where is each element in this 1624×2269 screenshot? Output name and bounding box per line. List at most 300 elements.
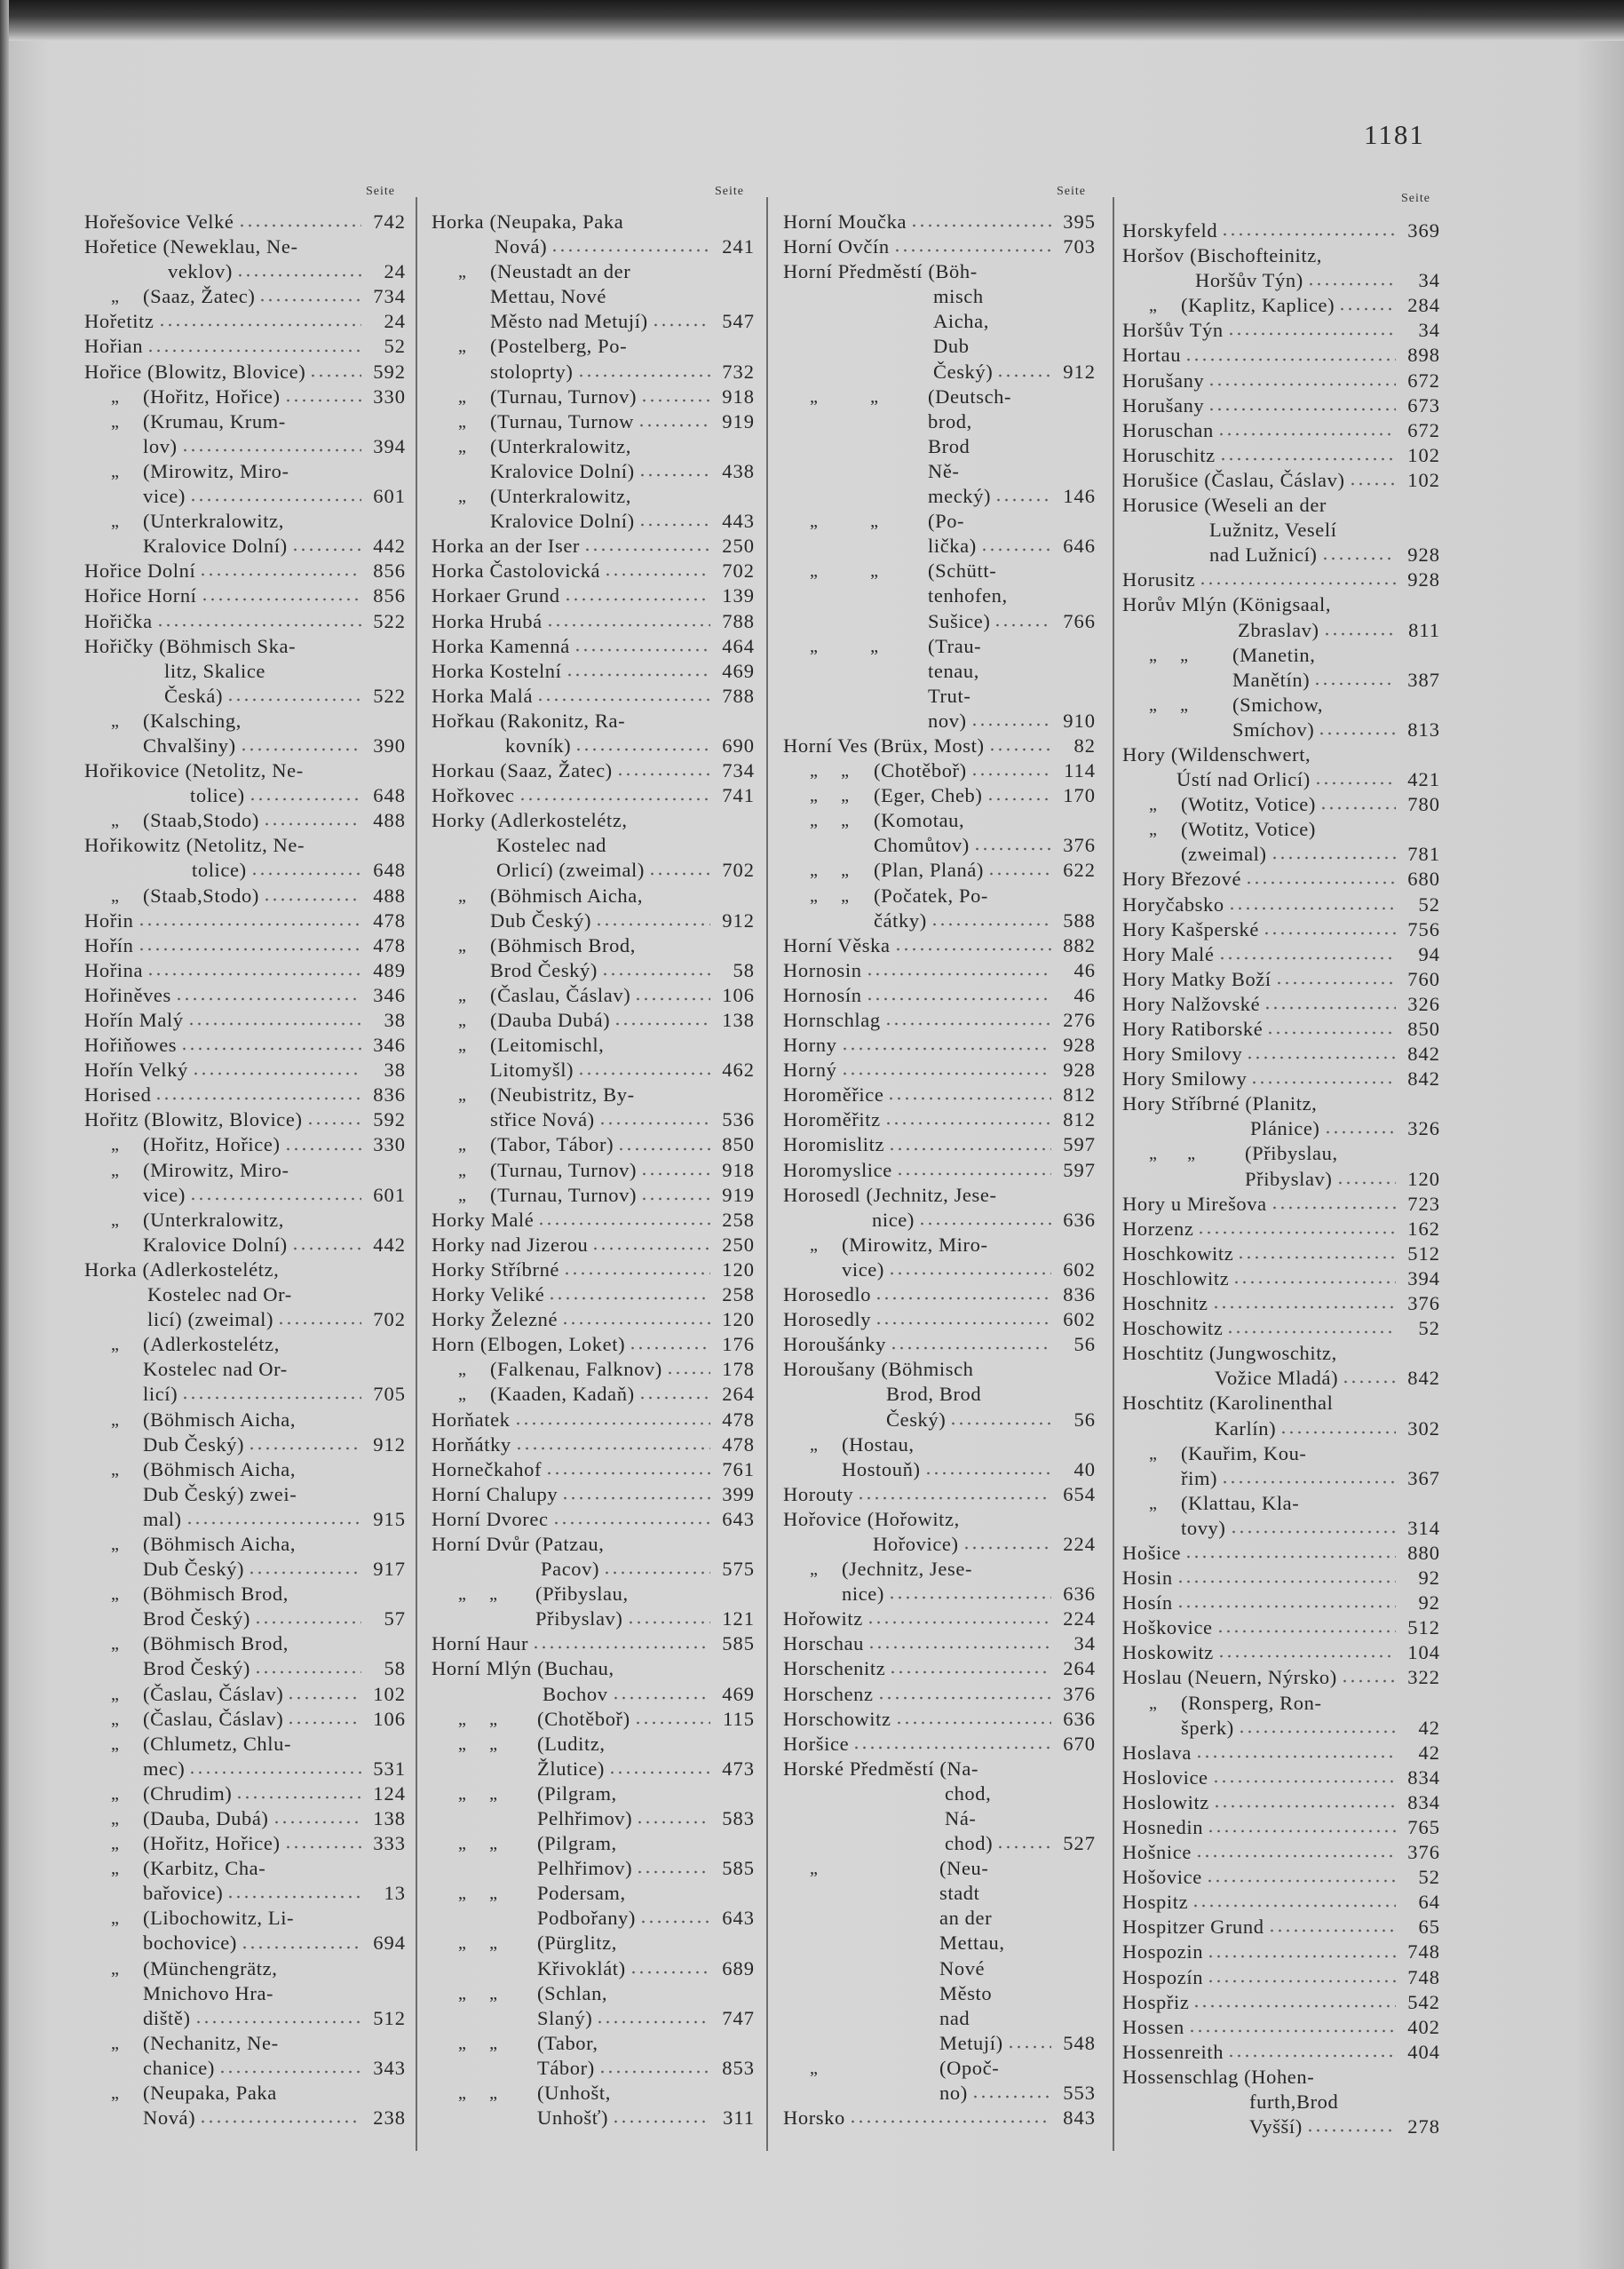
column-divider bbox=[1113, 197, 1114, 2151]
entry-text: litz, Skalice bbox=[164, 659, 266, 682]
ditto-mark: „ bbox=[111, 1534, 120, 1554]
entry-heading-line bbox=[783, 983, 1096, 1008]
dot-leader bbox=[666, 1369, 710, 1377]
index-entry bbox=[432, 1233, 755, 1257]
entry-heading-line bbox=[783, 259, 1096, 284]
entry-heading-line bbox=[84, 385, 406, 409]
entry-heading-line bbox=[783, 1856, 1096, 1881]
entry-heading-line bbox=[432, 609, 755, 634]
entry-heading-line bbox=[1122, 1915, 1440, 1940]
dot-leader bbox=[636, 1818, 710, 1827]
page-reference: 399 bbox=[722, 1482, 755, 1505]
entry-heading-line bbox=[432, 559, 755, 583]
index-entry bbox=[783, 1631, 1096, 1656]
page-reference: 522 bbox=[373, 609, 406, 632]
entry-heading-line bbox=[783, 1682, 1096, 1707]
entry-heading-line bbox=[84, 409, 406, 434]
entry-heading-line bbox=[84, 933, 406, 958]
entry-text: čátky) bbox=[874, 908, 927, 932]
ditto-mark: „ „ bbox=[810, 861, 850, 881]
page-reference: 421 bbox=[1407, 768, 1440, 791]
entry-text: Dub bbox=[933, 335, 970, 358]
page-reference: 115 bbox=[723, 1707, 755, 1730]
entry-text: Horňátky bbox=[432, 1432, 511, 1456]
entry-heading-line bbox=[1122, 468, 1440, 493]
entry-heading-line bbox=[1122, 1441, 1440, 1466]
entry-continuation-line bbox=[783, 1457, 1096, 1482]
entry-heading-line bbox=[1122, 1141, 1440, 1166]
entry-heading-line bbox=[1122, 817, 1440, 842]
entry-continuation-line bbox=[783, 833, 1096, 858]
page-reference: 536 bbox=[722, 1108, 755, 1131]
entry-continuation-line bbox=[1122, 668, 1440, 693]
dot-leader bbox=[867, 1643, 1051, 1652]
entry-text: Vyšší) bbox=[1249, 2115, 1303, 2138]
page-reference: 102 bbox=[1407, 443, 1440, 466]
index-entry bbox=[783, 234, 1096, 259]
entry-continuation-line bbox=[432, 1757, 755, 1781]
page-reference: 478 bbox=[722, 1408, 755, 1431]
dot-leader bbox=[994, 621, 1051, 630]
dot-leader bbox=[1232, 1278, 1396, 1287]
dot-leader bbox=[515, 1444, 710, 1453]
entry-text: Hossenreith bbox=[1122, 2040, 1224, 2063]
entry-text: (Hořitz, Hořice) bbox=[143, 385, 281, 408]
dot-leader bbox=[201, 595, 361, 604]
index-entry bbox=[783, 2106, 1096, 2130]
entry-continuation-line bbox=[1122, 2114, 1440, 2139]
ditto-mark: „ bbox=[458, 262, 467, 282]
page-reference: 522 bbox=[373, 684, 406, 707]
page-reference: 258 bbox=[722, 1283, 755, 1306]
page-reference: 512 bbox=[1407, 1242, 1440, 1265]
entry-text: (Krumau, Krum- bbox=[143, 409, 286, 432]
index-entry bbox=[84, 1831, 406, 1856]
index-entry bbox=[1122, 2040, 1440, 2065]
dot-leader bbox=[158, 321, 361, 329]
page-reference: 65 bbox=[1418, 1916, 1440, 1939]
index-entry bbox=[432, 409, 755, 434]
index-entry bbox=[783, 1607, 1096, 1631]
entry-continuation-line bbox=[84, 1282, 406, 1307]
entry-text: (Chlumetz, Chlu- bbox=[143, 1732, 292, 1755]
index-entry bbox=[84, 360, 406, 385]
index-entry bbox=[1122, 393, 1440, 418]
entry-text: Podersam, bbox=[537, 1882, 626, 1905]
index-entry bbox=[432, 933, 755, 983]
entry-heading-line bbox=[84, 309, 406, 334]
ditto-mark: „ bbox=[111, 1709, 120, 1729]
entry-text: Horný bbox=[783, 1059, 837, 1082]
entry-text: Horšice bbox=[783, 1732, 850, 1755]
entry-text: veklov) bbox=[168, 260, 233, 283]
dot-leader bbox=[241, 1943, 361, 1952]
index-entry bbox=[1122, 1840, 1440, 1865]
dot-leader bbox=[1238, 1727, 1396, 1736]
dot-leader bbox=[1221, 230, 1396, 239]
dot-leader bbox=[189, 1194, 361, 1203]
entry-heading-line bbox=[1122, 1591, 1440, 1615]
entry-text: Hořín Malý bbox=[84, 1009, 184, 1031]
index-entry bbox=[84, 1257, 406, 1332]
index-entry bbox=[1122, 1017, 1440, 1042]
dot-leader bbox=[564, 595, 710, 604]
page-reference: 376 bbox=[1063, 1682, 1096, 1705]
entry-heading-line bbox=[783, 1307, 1096, 1332]
index-entry bbox=[432, 534, 755, 559]
page-reference: 102 bbox=[373, 1682, 406, 1705]
dot-leader bbox=[1318, 729, 1396, 738]
ditto-mark: „ bbox=[458, 1160, 467, 1180]
entry-heading-line bbox=[432, 634, 755, 659]
entry-text: Horní Chalupy bbox=[432, 1482, 558, 1505]
dot-leader bbox=[638, 471, 710, 480]
entry-text: Hořičky (Böhmisch Ska- bbox=[84, 634, 297, 657]
index-entry bbox=[1122, 1067, 1440, 1091]
dot-leader bbox=[1206, 1876, 1396, 1885]
dot-leader bbox=[866, 970, 1051, 979]
entry-heading-line bbox=[1122, 1990, 1440, 2015]
entry-text: Slaný) bbox=[537, 2006, 593, 2029]
entry-heading-line bbox=[783, 808, 1096, 833]
page-reference: 636 bbox=[1063, 1707, 1096, 1730]
entry-heading-line bbox=[84, 210, 406, 234]
entry-heading-line bbox=[432, 808, 755, 833]
index-entry bbox=[1122, 1790, 1440, 1815]
page-reference: 138 bbox=[722, 1009, 755, 1031]
page-reference: 781 bbox=[1407, 843, 1440, 866]
entry-text: Hoschtitz (Karolinenthal bbox=[1122, 1392, 1334, 1415]
page-reference: 856 bbox=[373, 584, 406, 607]
entry-text: (Jechnitz, Jese- bbox=[842, 1558, 973, 1581]
entry-heading-line bbox=[432, 933, 755, 958]
page-reference: 367 bbox=[1407, 1466, 1440, 1489]
index-entry bbox=[84, 409, 406, 459]
entry-heading-line bbox=[783, 1008, 1096, 1033]
entry-text: šperk) bbox=[1181, 1716, 1234, 1739]
entry-text: (Manetin, bbox=[1232, 643, 1316, 666]
index-entry bbox=[84, 933, 406, 958]
entry-heading-line bbox=[1122, 2015, 1440, 2040]
entry-text: Chomůtov) bbox=[874, 834, 970, 857]
index-entry bbox=[432, 1482, 755, 1507]
entry-text: Hořitz (Blowitz, Blovice) bbox=[84, 1108, 303, 1131]
dot-leader bbox=[1279, 1428, 1396, 1437]
ditto-mark: „ „ bbox=[458, 2083, 498, 2104]
entry-heading-line bbox=[783, 1033, 1096, 1058]
index-entry bbox=[84, 1732, 406, 1781]
dot-leader bbox=[1197, 1228, 1396, 1237]
page-reference: 748 bbox=[1407, 1940, 1440, 1964]
entry-heading-line bbox=[1122, 1691, 1440, 1716]
entry-continuation-line bbox=[432, 1607, 755, 1631]
index-entry bbox=[783, 933, 1096, 958]
ditto-mark: „ bbox=[458, 1185, 467, 1205]
entry-continuation-line bbox=[432, 2106, 755, 2130]
entry-heading-line bbox=[1122, 1341, 1440, 1366]
entry-continuation-line bbox=[432, 2056, 755, 2081]
entry-heading-line bbox=[84, 808, 406, 833]
entry-text: Žlutice) bbox=[537, 1757, 606, 1780]
entry-text: Horuschitz bbox=[1122, 443, 1216, 466]
page-reference: 24 bbox=[384, 260, 406, 283]
dot-leader bbox=[263, 820, 361, 829]
entry-heading-line bbox=[432, 385, 755, 409]
index-entry bbox=[84, 1457, 406, 1532]
entry-text: furth,Brod bbox=[1249, 2090, 1339, 2114]
page-reference: 732 bbox=[722, 360, 755, 383]
entry-text: Nová) bbox=[495, 235, 548, 258]
dot-leader bbox=[638, 421, 710, 430]
index-entry bbox=[84, 1083, 406, 1107]
page-reference: 547 bbox=[722, 310, 755, 333]
entry-text: Hořešovice Velké bbox=[84, 210, 234, 233]
dot-leader bbox=[1213, 1802, 1396, 1811]
seite-label-col2: Seite bbox=[715, 185, 744, 198]
index-entry bbox=[1122, 1965, 1440, 1990]
entry-continuation-line bbox=[1122, 1416, 1440, 1441]
dot-leader bbox=[596, 2018, 710, 2027]
page-reference: 690 bbox=[722, 734, 755, 757]
index-entry bbox=[1122, 817, 1440, 867]
page-reference: 464 bbox=[722, 634, 755, 657]
index-entry bbox=[783, 1482, 1096, 1507]
ditto-mark: „ bbox=[458, 1384, 467, 1405]
entry-text: (Kauřim, Kou- bbox=[1181, 1441, 1307, 1464]
entry-heading-line bbox=[783, 1656, 1096, 1681]
page-reference: 636 bbox=[1063, 1208, 1096, 1231]
index-entry bbox=[1122, 1391, 1440, 1440]
dot-leader bbox=[627, 1618, 711, 1627]
index-entry bbox=[783, 1707, 1096, 1732]
entry-heading-line bbox=[783, 758, 1096, 783]
index-entry bbox=[432, 1981, 755, 2031]
page-reference: 94 bbox=[1418, 942, 1440, 965]
entry-heading-line bbox=[432, 1457, 755, 1482]
entry-text: (Časlau, Čáslav) bbox=[143, 1707, 284, 1730]
entry-heading-line bbox=[1122, 792, 1440, 817]
entry-text: střice Nová) bbox=[490, 1108, 595, 1131]
index-entry bbox=[783, 385, 1096, 509]
entry-continuation-line bbox=[783, 434, 1096, 459]
entry-text: (Přibyslau, bbox=[535, 1583, 629, 1606]
entry-heading-line bbox=[84, 1682, 406, 1707]
page-reference: 394 bbox=[1407, 1266, 1440, 1289]
entry-continuation-line bbox=[84, 1307, 406, 1332]
index-entry bbox=[1122, 2065, 1440, 2139]
entry-heading-line bbox=[783, 1732, 1096, 1757]
page-reference: 636 bbox=[1063, 1583, 1096, 1606]
entry-heading-line bbox=[84, 1008, 406, 1033]
index-entry bbox=[432, 709, 755, 758]
entry-heading-line bbox=[432, 709, 755, 734]
page-reference: 788 bbox=[722, 684, 755, 707]
page-reference: 52 bbox=[1418, 1317, 1440, 1340]
entry-heading-line bbox=[432, 884, 755, 908]
index-entry bbox=[1122, 1141, 1440, 1191]
entry-heading-line bbox=[783, 1432, 1096, 1457]
entry-text: Hory Ratiborské bbox=[1122, 1018, 1264, 1040]
entry-heading-line bbox=[432, 334, 755, 359]
entry-text: Chvalšiny) bbox=[143, 734, 236, 757]
entry-text: Hornschlag bbox=[783, 1009, 881, 1031]
index-entry bbox=[84, 1332, 406, 1407]
entry-text: Hoškovice bbox=[1122, 1616, 1213, 1639]
index-entry bbox=[84, 284, 406, 309]
dot-leader bbox=[1271, 1203, 1396, 1212]
entry-text: (Böhmisch Aicha, bbox=[490, 884, 644, 907]
page-reference: 748 bbox=[1407, 1965, 1440, 1988]
entry-heading-line bbox=[783, 210, 1096, 234]
entry-heading-line bbox=[1122, 369, 1440, 393]
entry-heading-line bbox=[783, 1107, 1096, 1132]
ditto-mark: „ bbox=[111, 1733, 120, 1754]
ditto-mark: „ „ bbox=[1149, 694, 1189, 715]
entry-heading-line bbox=[432, 1931, 755, 1956]
entry-heading-line bbox=[783, 1183, 1096, 1208]
entry-heading-line bbox=[783, 2056, 1096, 2081]
entry-heading-line bbox=[432, 1482, 755, 1507]
index-entry bbox=[84, 908, 406, 933]
ditto-mark: „ „ bbox=[1149, 1144, 1196, 1164]
entry-heading-line bbox=[1122, 1840, 1440, 1865]
index-entry bbox=[783, 2056, 1096, 2106]
index-entry bbox=[1122, 1316, 1440, 1341]
index-entry bbox=[1122, 992, 1440, 1017]
entry-text: Město nad Metují) bbox=[490, 310, 648, 333]
entry-heading-line bbox=[84, 1107, 406, 1132]
entry-heading-line bbox=[1122, 1790, 1440, 1815]
index-entry bbox=[84, 1408, 406, 1457]
index-entry bbox=[84, 758, 406, 808]
dot-leader bbox=[1227, 2051, 1396, 2060]
entry-text: mec) bbox=[143, 1757, 186, 1780]
index-entry bbox=[432, 884, 755, 933]
page-reference: 917 bbox=[373, 1558, 406, 1581]
page-reference: 224 bbox=[1063, 1532, 1096, 1555]
index-entry bbox=[84, 609, 406, 634]
dot-leader bbox=[996, 371, 1051, 380]
entry-text: Česká) bbox=[164, 684, 224, 707]
entry-text: licí) bbox=[143, 1383, 178, 1406]
dot-leader bbox=[614, 1019, 710, 1028]
page-reference: 92 bbox=[1418, 1567, 1440, 1590]
entry-continuation-line bbox=[1122, 842, 1440, 867]
entry-heading-line bbox=[783, 1707, 1096, 1732]
entry-text: Horoušánky bbox=[783, 1333, 886, 1356]
dot-leader bbox=[652, 321, 710, 329]
entry-text: (Kalsching, bbox=[143, 709, 242, 732]
page-reference: 646 bbox=[1063, 535, 1096, 558]
entry-heading-line bbox=[432, 758, 755, 783]
page-reference: 836 bbox=[1063, 1283, 1096, 1306]
dot-leader bbox=[309, 371, 361, 380]
scan-top-edge bbox=[0, 0, 1624, 41]
dot-leader bbox=[924, 1469, 1051, 1478]
index-entry bbox=[783, 1132, 1096, 1157]
ditto-mark: „ „ bbox=[810, 386, 879, 407]
entry-text: bařovice) bbox=[143, 1882, 224, 1905]
index-entry bbox=[783, 1233, 1096, 1282]
index-entry bbox=[783, 1307, 1096, 1332]
ditto-mark: „ bbox=[458, 487, 467, 507]
index-entry bbox=[1122, 1541, 1440, 1566]
entry-heading-line bbox=[1122, 967, 1440, 992]
entry-text: misch bbox=[933, 285, 984, 308]
entry-heading-line bbox=[432, 1781, 755, 1806]
index-entry bbox=[1122, 1865, 1440, 1890]
index-entry bbox=[432, 1408, 755, 1432]
dot-leader bbox=[226, 1892, 361, 1901]
page-reference: 601 bbox=[373, 485, 406, 508]
entry-text: (Libochowitz, Li- bbox=[143, 1907, 295, 1930]
entry-text: (Postelberg, Po- bbox=[490, 335, 628, 358]
dot-leader bbox=[1195, 1852, 1396, 1860]
ditto-mark: „ „ bbox=[458, 1834, 498, 1854]
entry-continuation-line bbox=[432, 309, 755, 334]
entry-text: Horusice (Weseli an der bbox=[1122, 494, 1327, 517]
dot-leader bbox=[287, 1718, 361, 1727]
index-entry bbox=[1122, 967, 1440, 992]
entry-text: nov) bbox=[928, 709, 967, 732]
entry-text: Hoslowitz bbox=[1122, 1790, 1209, 1813]
index-entry bbox=[84, 1806, 406, 1831]
index-entry bbox=[1122, 1640, 1440, 1665]
page-reference: 106 bbox=[722, 983, 755, 1006]
page-reference: 542 bbox=[1407, 1990, 1440, 2013]
page-reference: 326 bbox=[1407, 992, 1440, 1015]
index-entry bbox=[1122, 243, 1440, 293]
page-reference: 394 bbox=[373, 434, 406, 457]
dot-leader bbox=[630, 1968, 710, 1977]
entry-text: (Nechanitz, Ne- bbox=[143, 2031, 279, 2054]
entry-text: Manětín) bbox=[1232, 668, 1311, 691]
page-reference: 813 bbox=[1407, 718, 1440, 741]
entry-text: (Chrudim) bbox=[143, 1781, 233, 1805]
index-entry bbox=[84, 1107, 406, 1132]
entry-text: (Böhmisch Brod, bbox=[143, 1583, 289, 1606]
dot-leader bbox=[629, 1344, 710, 1353]
dot-leader bbox=[1275, 979, 1396, 988]
dot-leader bbox=[545, 1469, 710, 1478]
dot-leader bbox=[612, 2117, 710, 2126]
index-entry bbox=[1122, 567, 1440, 592]
ditto-mark: „ „ bbox=[458, 1933, 498, 1954]
entry-text: Horised bbox=[84, 1083, 152, 1107]
entry-continuation-line bbox=[84, 1507, 406, 1532]
index-entry bbox=[84, 2031, 406, 2081]
entry-continuation-line bbox=[84, 1357, 406, 1382]
ditto-mark: „ bbox=[111, 1634, 120, 1654]
entry-text: Horusitz bbox=[1122, 568, 1196, 591]
entry-text: Vožice Mladá) bbox=[1215, 1367, 1339, 1390]
entry-text: (Přibyslau, bbox=[1245, 1142, 1338, 1165]
entry-text: (Staab,Stodo) bbox=[143, 809, 259, 832]
page-reference: 38 bbox=[384, 1009, 406, 1031]
entry-text: Horka Malá bbox=[432, 684, 534, 707]
entry-text: Brod, Brod bbox=[886, 1383, 982, 1406]
ditto-mark: „ bbox=[111, 411, 120, 432]
dot-leader bbox=[888, 1593, 1051, 1602]
dot-leader bbox=[1227, 329, 1396, 338]
index-entry bbox=[432, 1931, 755, 1980]
entry-text: Mnichovo Hra- bbox=[143, 1981, 274, 2004]
entry-continuation-line bbox=[84, 1382, 406, 1407]
entry-text: Sušice) bbox=[928, 609, 991, 632]
dot-leader bbox=[857, 1494, 1051, 1503]
dot-leader bbox=[240, 745, 361, 754]
page-reference: 912 bbox=[722, 908, 755, 932]
